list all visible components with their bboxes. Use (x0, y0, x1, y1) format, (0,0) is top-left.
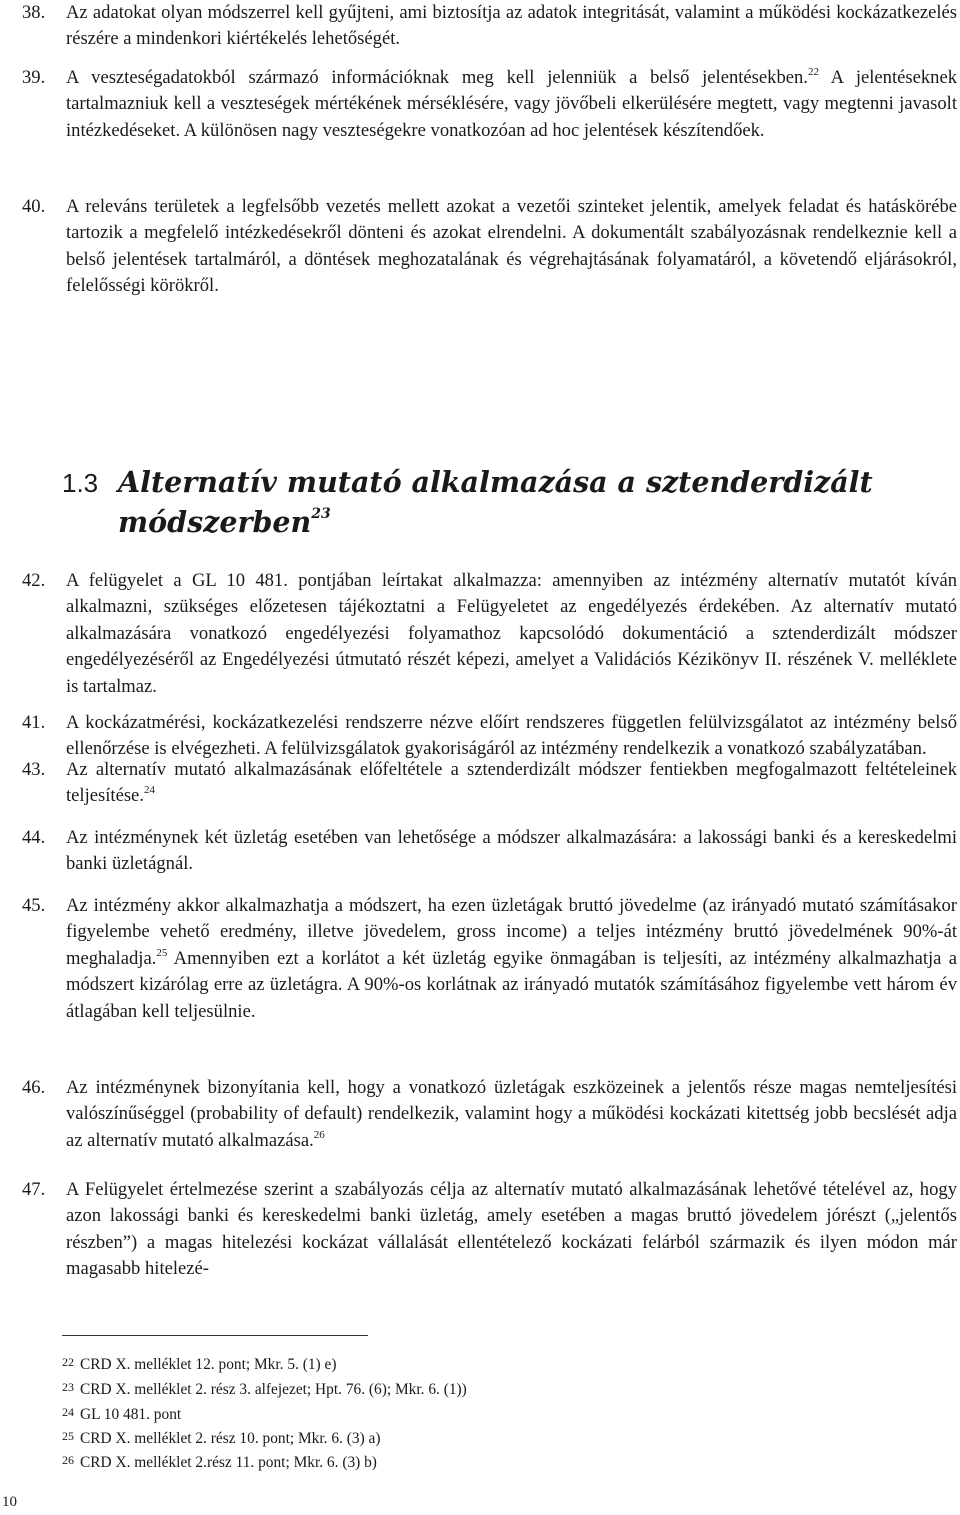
paragraph-number: 43. (22, 759, 46, 780)
paragraph-text: A kockázatmérési, kockázatkezelési rendszerre nézve előírt rendszeres független felülvizsgálatot az intézmény belső ellenőrzése is elvégezheti. A felülvizsgálatok gyakoriságáról az intézmény rendelkezik a vonatkozó szabályzatában. (66, 712, 957, 760)
paragraph-text (22, 893, 957, 1025)
paragraph-number: 41. (22, 712, 46, 733)
footnote-23 (62, 1378, 467, 1403)
paragraph-text: Az intézménynek két üzletág esetében van lehetősége a módszer alkalmazására: a lakossági banki és a kereskedelmi banki üzletágnál. (66, 827, 957, 875)
footnote-number: 22 (62, 1355, 74, 1369)
paragraph-text (22, 1075, 957, 1154)
paragraph-number: 47. (22, 1179, 46, 1200)
footnote-separator (62, 1335, 368, 1336)
footnote-text: GL 10 481. pont (80, 1406, 182, 1423)
paragraph-39 (22, 65, 957, 144)
paragraph-43 (22, 757, 957, 810)
paragraph-number: 39. (22, 67, 46, 88)
paragraph-text-part: Az alternatív mutató alkalmazásának előfeltétele a sztenderdizált módszer fentiekben megfogalmazott feltételeinek teljesítése. (66, 759, 957, 807)
paragraph-text: A felügyelet a GL 10 481. pontjában leírtakat alkalmazza: amennyiben az intézmény alternatív mutatót kíván alkalmazni, szükséges előzetesen tájékoztatni a Felügyeletet az engedélyezés érdekében. Az alternatív mutató alkalmazására vonatkozó engedélyezési folyamathoz kapcsolódó dokumentáció a sztenderdizált módszer engedélyezéséről az Engedélyezési útmutató részét képezi, amelyet a Validációs Kézikönyv II. részének V. melléklete is tartalmaz. (66, 570, 957, 697)
section-title-text: Alternatív mutató alkalmazása a sztenderdizált módszerben (118, 465, 873, 539)
footnote-text: CRD X. melléklet 2. rész 10. pont; Mkr. 6. (3) a) (80, 1430, 381, 1447)
paragraph-text-part: Az intézménynek bizonyítania kell, hogy a vonatkozó üzletágak eszközeinek a jelentős része magas nemteljesítési valószínűséggel (probability of default) rendelkezik, valamint hogy a működési kockázati kitettség jobb becslését adja az alternatív mutató alkalmazása. (66, 1077, 957, 1151)
footnote-number: 23 (62, 1380, 74, 1394)
footnote-number: 26 (62, 1453, 74, 1467)
paragraph-number: 42. (22, 570, 46, 591)
paragraph-number: 38. (22, 2, 46, 23)
paragraph-38 (22, 0, 957, 53)
paragraph-42 (22, 568, 957, 700)
paragraph-text-part: A jelentéseknek tartalmazniuk kell a veszteségek mértékének mérséklésére, vagy jövőbeli elkerülésére megtett, vagy megtenni javasolt intézkedéseket. A különösen nagy veszteségekre vonatkozóan ad hoc jelentések készítendőek. (66, 67, 958, 141)
paragraph-44 (22, 825, 957, 878)
section-title (118, 462, 958, 542)
paragraph-number: 44. (22, 827, 46, 848)
paragraph-text: A releváns területek a legfelsőbb vezetés mellett azokat a vezetői szinteket jelentik, amelyek feladat és hatáskörébe tartozik a megfelelő intézkedésekről dönteni és azokat elrendelni. A dokumentált szabályozásnak rendelkeznie kell a belső jelentések tartalmáról, a döntések meghozatalának és végrehajtásának folyamatáról, a követendő eljárásokról, felelősségi körökről. (66, 196, 957, 297)
paragraph-text (22, 757, 957, 810)
paragraph-40 (22, 194, 957, 300)
footnote-ref[interactable]: 23 (311, 506, 331, 522)
paragraph-45 (22, 893, 957, 1025)
footnote-ref[interactable]: 26 (313, 1128, 325, 1141)
footnote-text: CRD X. melléklet 12. pont; Mkr. 5. (1) e) (80, 1356, 337, 1373)
footnote-text: CRD X. melléklet 2.rész 11. pont; Mkr. 6. (3) b) (80, 1454, 377, 1471)
footnote-ref[interactable]: 24 (143, 784, 155, 797)
paragraph-text (22, 65, 957, 144)
page-number: 10 (2, 1494, 17, 1510)
paragraph-number: 46. (22, 1077, 46, 1098)
footnote-ref[interactable]: 25 (156, 946, 168, 959)
section-number: 1.3 (62, 468, 99, 498)
footnote-25 (62, 1427, 381, 1452)
paragraph-number: 45. (22, 895, 46, 916)
footnote-number: 25 (62, 1429, 74, 1443)
footnote-22 (62, 1353, 336, 1378)
paragraph-text-part: Az intézmény akkor alkalmazhatja a módszert, ha ezen üzletágak bruttó jövedelme (az irányadó mutató számításakor figyelembe vehető eredmény, illetve jövedelem, gross income) a teljes intézmény bruttó jövedelmének 90%-át meghaladja. (66, 895, 957, 969)
paragraph-number: 40. (22, 196, 46, 217)
paragraph-text: Az adatokat olyan módszerrel kell gyűjteni, ami biztosítja az adatok integritását, valamint a működési kockázatkezelés részére a mindenkori kiértékelés lehetőségét. (66, 2, 957, 50)
paragraph-text-part: A veszteségadatokból származó információknak meg kell jelenniük a belső jelentésekben. (66, 67, 808, 89)
paragraph-46 (22, 1075, 957, 1154)
footnote-number: 24 (62, 1405, 74, 1419)
paragraph-text: A Felügyelet értelmezése szerint a szabályozás célja az alternatív mutató alkalmazásának lehetővé tételével az, hogy azon lakossági banki és kereskedelmi banki üzletág, amely esetében a magas bruttó jövedelem jórészt („jelentős részben”) a magas hitelezési kockázat vállalását ellentételező kockázati felárból származik és ilyen módon már magasabb hitelezé- (66, 1179, 957, 1280)
paragraph-47 (22, 1177, 957, 1283)
paragraph-text-part: Amennyiben ezt a korlátot a két üzletág egyike önmagában is teljesíti, az intézmény alkalmazhatja a módszert kizárólag erre az üzletágra. A 90%-os korlátnak az irányadó mutatók számításához figyelembe vett három év átlagában kell teljesülnie. (66, 947, 957, 1022)
footnote-26 (62, 1451, 377, 1476)
footnote-text: CRD X. melléklet 2. rész 3. alfejezet; Hpt. 76. (6); Mkr. 6. (1)) (80, 1381, 467, 1398)
footnote-ref[interactable]: 22 (807, 66, 819, 79)
paragraph-41 (22, 710, 957, 763)
